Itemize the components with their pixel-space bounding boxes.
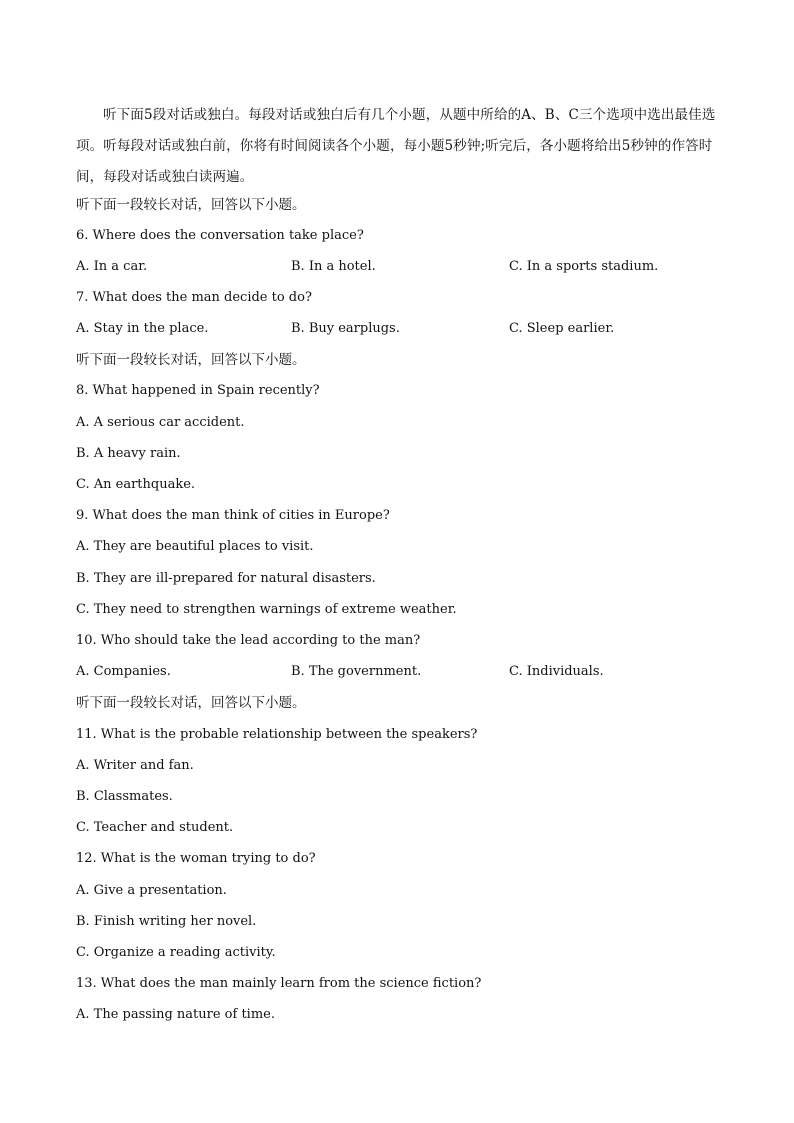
- question-12-stem: 12. What is the woman trying to do?: [76, 851, 316, 866]
- question-11-option-b: B. Classmates.: [76, 789, 173, 804]
- question-8-option-b: B. A heavy rain.: [76, 446, 181, 461]
- question-11-stem: 11. What is the probable relationship between the speakers?: [76, 727, 478, 742]
- question-11-option-a: A. Writer and fan.: [76, 758, 194, 773]
- section-heading: 听下面一段较长对话，回答以下小题。: [76, 695, 306, 711]
- question-7-option-b: B. Buy earplugs.: [291, 321, 400, 336]
- question-12-option-a: A. Give a presentation.: [76, 883, 227, 898]
- question-7-option-a: A. Stay in the place.: [76, 321, 209, 336]
- listening-instructions: 听下面5段对话或独白。每段对话或独白后有几个小题，从题中所给的A、B、C三个选项中选出最佳选项。听每段对话或独白前，你将有时间阅读各个小题，每小题5秒钟;听完后，各小题将给出5秒钟的作答时间，每段对话或独白读两遍。: [76, 107, 716, 185]
- section-heading: 听下面一段较长对话，回答以下小题。: [76, 352, 306, 368]
- question-13-stem: 13. What does the man mainly learn from the science fiction?: [76, 976, 482, 991]
- question-10-option-c: C. Individuals.: [509, 664, 604, 679]
- question-6-option-a: A. In a car.: [76, 259, 148, 274]
- question-6-option-c: C. In a sports stadium.: [509, 259, 659, 274]
- question-9-option-a: A. They are beautiful places to visit.: [76, 539, 314, 554]
- question-9-option-c: C. They need to strengthen warnings of extreme weather.: [76, 602, 457, 617]
- question-8-option-c: C. An earthquake.: [76, 477, 196, 492]
- question-8-option-a: A. A serious car accident.: [76, 415, 245, 430]
- question-10-option-b: B. The government.: [291, 664, 422, 679]
- question-7-stem: 7. What does the man decide to do?: [76, 290, 312, 305]
- section-heading: 听下面一段较长对话，回答以下小题。: [76, 197, 306, 213]
- question-12-option-b: B. Finish writing her novel.: [76, 914, 257, 929]
- question-7-option-c: C. Sleep earlier.: [509, 321, 615, 336]
- question-6-option-b: B. In a hotel.: [291, 259, 376, 274]
- question-12-option-c: C. Organize a reading activity.: [76, 945, 276, 960]
- question-13-option-a: A. The passing nature of time.: [76, 1007, 275, 1022]
- question-10-option-a: A. Companies.: [76, 664, 171, 679]
- question-6-stem: 6. Where does the conversation take place?: [76, 228, 364, 243]
- question-8-stem: 8. What happened in Spain recently?: [76, 383, 320, 398]
- question-10-stem: 10. Who should take the lead according to the man?: [76, 633, 421, 648]
- question-9-option-b: B. They are ill-prepared for natural disasters.: [76, 571, 376, 586]
- question-11-option-c: C. Teacher and student.: [76, 820, 234, 835]
- question-9-stem: 9. What does the man think of cities in Europe?: [76, 508, 390, 523]
